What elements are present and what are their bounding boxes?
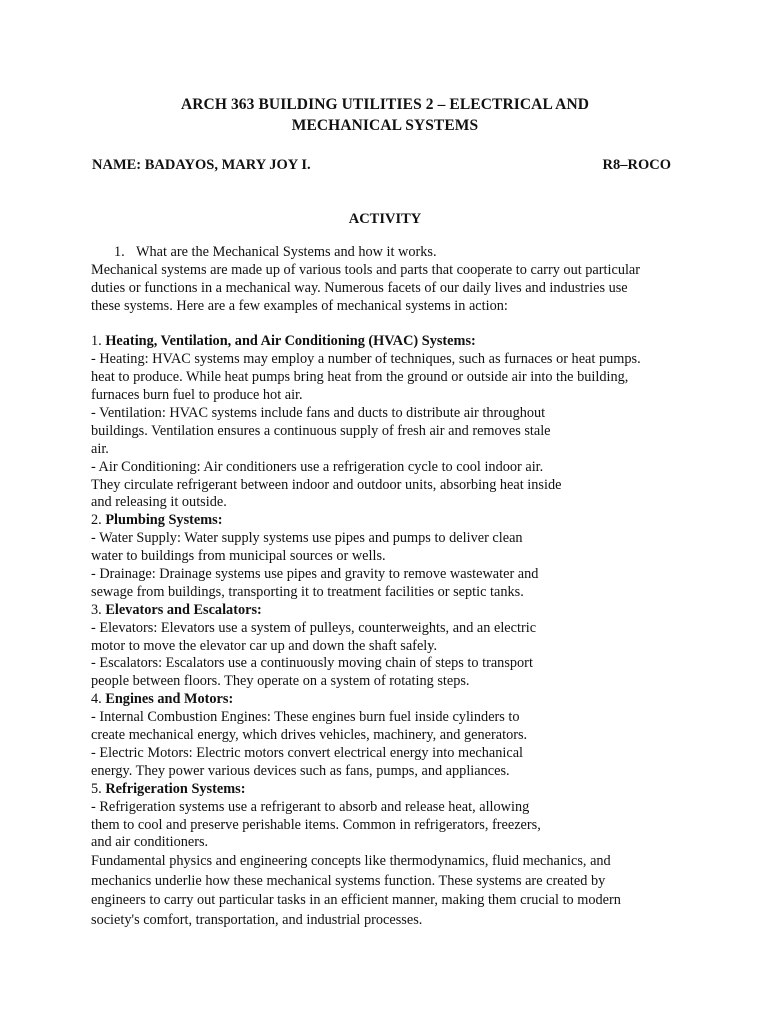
- intro-line: these systems. Here are a few examples of mechanical systems in action:: [91, 297, 508, 314]
- closing-line: engineers to carry out particular tasks in an efficient manner, making them crucial to modern: [91, 892, 621, 909]
- section-line: - Electric Motors: Electric motors convert electrical energy into mechanical: [91, 744, 524, 761]
- section-title: Engines and Motors:: [105, 691, 234, 708]
- closing-paragraph: [91, 852, 691, 930]
- section-line: people between floors. They operate on a system of rotating steps.: [91, 673, 470, 690]
- section-line: - Water Supply: Water supply systems use pipes and pumps to deliver clean: [91, 530, 523, 547]
- section-line: buildings. Ventilation ensures a continuous supply of fresh air and removes stale: [91, 422, 551, 439]
- section-line: water to buildings from municipal sources or wells.: [91, 548, 386, 565]
- intro-line: Mechanical systems are made up of various tools and parts that cooperate to carry out particular: [91, 261, 641, 278]
- closing-line: mechanics underlie how these mechanical systems function. These systems are created by: [91, 872, 606, 889]
- section-title: Refrigeration Systems:: [105, 780, 246, 797]
- section-heading: [91, 691, 691, 709]
- section-line: - Refrigeration systems use a refrigerant to absorb and release heat, allowing: [91, 798, 530, 815]
- section-heading: [91, 602, 691, 620]
- question-text: What are the Mechanical Systems and how it works.: [136, 244, 437, 260]
- section-number: 3.: [91, 601, 102, 618]
- section-line: and releasing it outside.: [91, 494, 227, 511]
- section-line: - Elevators: Elevators use a system of pulleys, counterweights, and an electric: [91, 619, 537, 636]
- section-line: - Air Conditioning: Air conditioners use a refrigeration cycle to cool indoor air.: [91, 458, 544, 475]
- intro-line: duties or functions in a mechanical way. Numerous facets of our daily lives and industries use: [91, 279, 628, 296]
- closing-line: Fundamental physics and engineering concepts like thermodynamics, fluid mechanics, and: [91, 853, 611, 870]
- document-body: [91, 244, 691, 931]
- section-line: heat to produce. While heat pumps bring heat from the ground or outside air into the building,: [91, 369, 629, 386]
- section-line: - Internal Combustion Engines: These engines burn fuel inside cylinders to: [91, 709, 520, 726]
- section-heading: [91, 512, 691, 530]
- title-line-2: MECHANICAL SYSTEMS: [291, 117, 479, 134]
- section-line: - Escalators: Escalators use a continuously moving chain of steps to transport: [91, 655, 533, 672]
- section-title: Elevators and Escalators:: [105, 601, 262, 618]
- section-line: and air conditioners.: [91, 834, 209, 851]
- section-line: - Drainage: Drainage systems use pipes and gravity to remove wastewater and: [91, 566, 539, 583]
- document-title: [90, 94, 680, 136]
- closing-line: society's comfort, transportation, and industrial processes.: [91, 912, 423, 929]
- section-line: energy. They power various devices such as fans, pumps, and appliances.: [91, 762, 510, 779]
- question-number: 1.: [114, 244, 125, 260]
- title-line-1: ARCH 363 BUILDING UTILITIES 2 – ELECTRICAL AND: [180, 96, 590, 113]
- section-heading: [91, 333, 691, 351]
- section-line: They circulate refrigerant between indoor and outdoor units, absorbing heat inside: [91, 476, 562, 493]
- question-item: [91, 244, 691, 262]
- section-title: Heating, Ventilation, and Air Conditioning (HVAC) Systems:: [105, 333, 476, 350]
- blank-line: [91, 316, 691, 334]
- section-heading: [91, 781, 691, 799]
- section-line: sewage from buildings, transporting it to treatment facilities or septic tanks.: [91, 583, 524, 600]
- section-line: air.: [91, 440, 109, 457]
- section-line: - Ventilation: HVAC systems include fans and ducts to distribute air throughout: [91, 405, 546, 422]
- section-number: 5.: [91, 780, 102, 797]
- activity-heading: ACTIVITY: [348, 211, 422, 227]
- section-number: 4.: [91, 691, 102, 708]
- name-row: [92, 156, 671, 174]
- section-line: create mechanical energy, which drives vehicles, machinery, and generators.: [91, 727, 528, 744]
- section-title: Plumbing Systems:: [105, 512, 223, 529]
- section-label: R8–ROCO: [602, 157, 671, 173]
- student-name: NAME: BADAYOS, MARY JOY I.: [92, 157, 311, 173]
- section-number: 1.: [91, 333, 102, 350]
- section-line: motor to move the elevator car up and down the shaft safely.: [91, 637, 438, 654]
- section-line: them to cool and preserve perishable items. Common in refrigerators, freezers,: [91, 816, 541, 833]
- section-line: - Heating: HVAC systems may employ a number of techniques, such as furnaces or heat pumps.: [91, 351, 641, 368]
- section-line: furnaces burn fuel to produce hot air.: [91, 387, 303, 404]
- section-number: 2.: [91, 512, 102, 529]
